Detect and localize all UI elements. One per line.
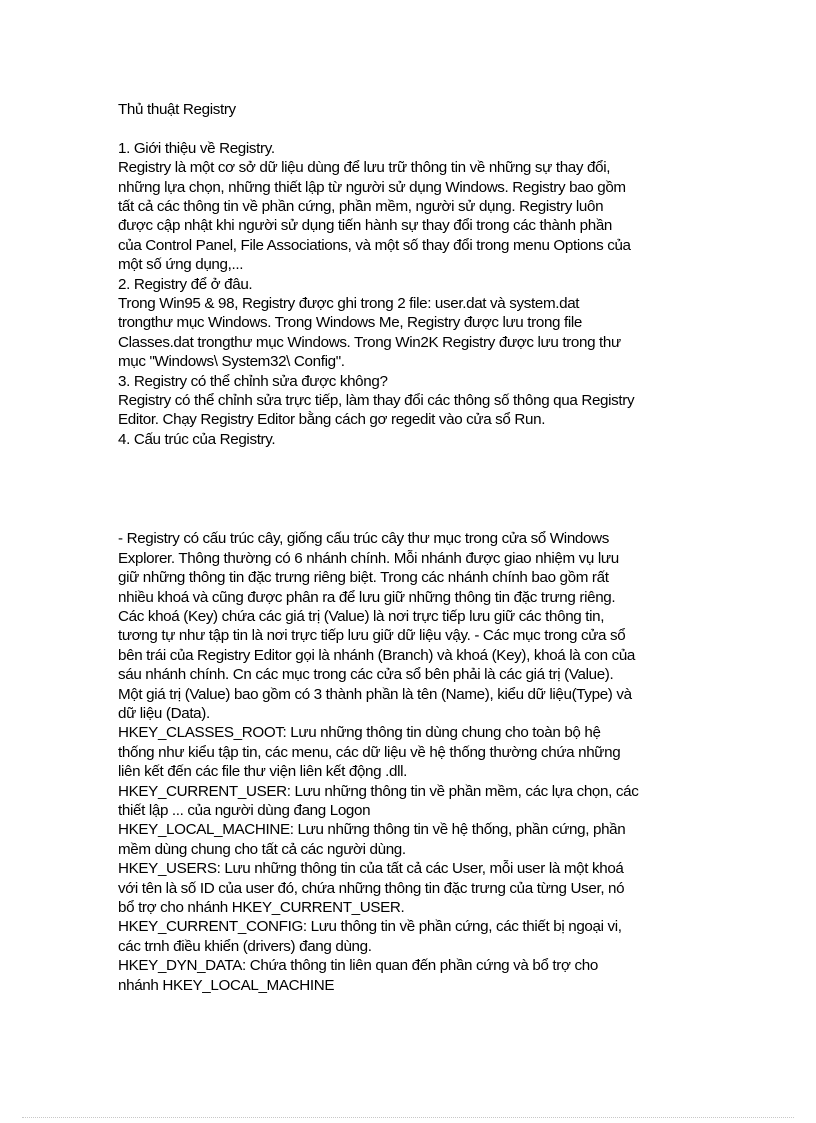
hkey-classes-root: HKEY_CLASSES_ROOT: Lưu những thông tin dùng chung cho toàn bộ hệ thống như kiểu tập tin, các menu, các dữ liệu về hệ thống thường chứa những liên kết đến các file thư viện liên kết động .dll. bbox=[118, 724, 621, 781]
section-1-body: Registry là một cơ sở dữ liệu dùng để lưu trữ thông tin về những sự thay đổi, những lựa chọn, những thiết lập từ người sử dụng Windows. Registry bao gồm tất cả các thông tin về phần cứng, phần mềm, người sử dụng. Registry luôn được cập nhật khi người sử dụng tiến hành sự thay đổi trong các thành phần của Control Panel, File Associations, và một số thay đổi trong menu Options của một số ứng dụng,... bbox=[118, 159, 631, 274]
page-bottom-divider bbox=[22, 1117, 794, 1118]
hkey-local-machine: HKEY_LOCAL_MACHINE: Lưu những thông tin về hệ thống, phần cứng, phần mềm dùng chung cho tất cả các người dùng. bbox=[118, 821, 626, 858]
section-2-body: Trong Win95 & 98, Registry được ghi trong 2 file: user.dat và system.dat trongthư mục Windows. Trong Windows Me, Registry được lưu trong file Classes.dat trongthư mục Windows. Trong Win2K Registry được lưu trong thư mục "Windows\ System32\ Config". bbox=[118, 295, 621, 371]
section-3-heading: 3. Registry có thể chỉnh sửa được không? bbox=[118, 372, 388, 390]
section-3-body: Registry có thể chỉnh sửa trực tiếp, làm thay đổi các thông số thông qua Registry Editor. Chạy Registry Editor bằng cách gơ regedit vào cửa sổ Run. bbox=[118, 392, 635, 429]
section-1-heading: 1. Giới thiệu về Registry. bbox=[118, 139, 275, 157]
hkey-current-config: HKEY_CURRENT_CONFIG: Lưu thông tin về phần cứng, các thiết bị ngoại vi, các trnh điều khiển (drivers) đang dùng. bbox=[118, 918, 622, 955]
hkey-dyn-data: HKEY_DYN_DATA: Chứa thông tin liên quan đến phần cứng và bổ trợ cho nhánh HKEY_LOCAL_MACHINE bbox=[118, 957, 598, 994]
hkey-current-user: HKEY_CURRENT_USER: Lưu những thông tin về phần mềm, các lựa chọn, các thiết lập ... của người dùng đang Logon bbox=[118, 782, 639, 819]
section-2-heading: 2. Registry để ở đâu. bbox=[118, 275, 253, 293]
section-4-intro: - Registry có cấu trúc cây, giống cấu trúc cây thư mục trong cửa sổ Windows Explorer. Thông thường có 6 nhánh chính. Mỗi nhánh được giao nhiệm vụ lưu giữ những thông tin đặc trưng riêng biệt. Trong các nhánh chính bao gồm rất nhiều khoá và cũng được phân ra để lưu giữ những thông tin đặc trưng riêng. Các khoá (Key) chứa các giá trị (Value) là nơi trực tiếp lưu giữ các thông tin, tương tự như tập tin là nơi trực tiếp lưu giữ dữ liệu vậy. - Các mục trong cửa sổ bên trái của Registry Editor gọi là nhánh (Branch) và khoá (Key), khoá là con của sáu nhánh chính. Cn các mục trong các cửa sổ bên phải là các giá trị (Value). Một giá trị (Value) bao gồm có 3 thành phần là tên (Name), kiểu dữ liệu(Type) và dữ liệu (Data). bbox=[118, 530, 636, 722]
section-4-heading: 4. Cấu trúc của Registry. bbox=[118, 430, 276, 448]
document-page bbox=[118, 100, 710, 995]
hkey-users: HKEY_USERS: Lưu những thông tin của tất cả các User, mỗi user là một khoá với tên là số ID của user đó, chứa những thông tin đặc trưng của từng User, nó bổ trợ cho nhánh HKEY_CURRENT_USER. bbox=[118, 860, 625, 917]
blank-space bbox=[118, 449, 710, 529]
document-title: Thủ thuật Registry bbox=[118, 101, 236, 118]
